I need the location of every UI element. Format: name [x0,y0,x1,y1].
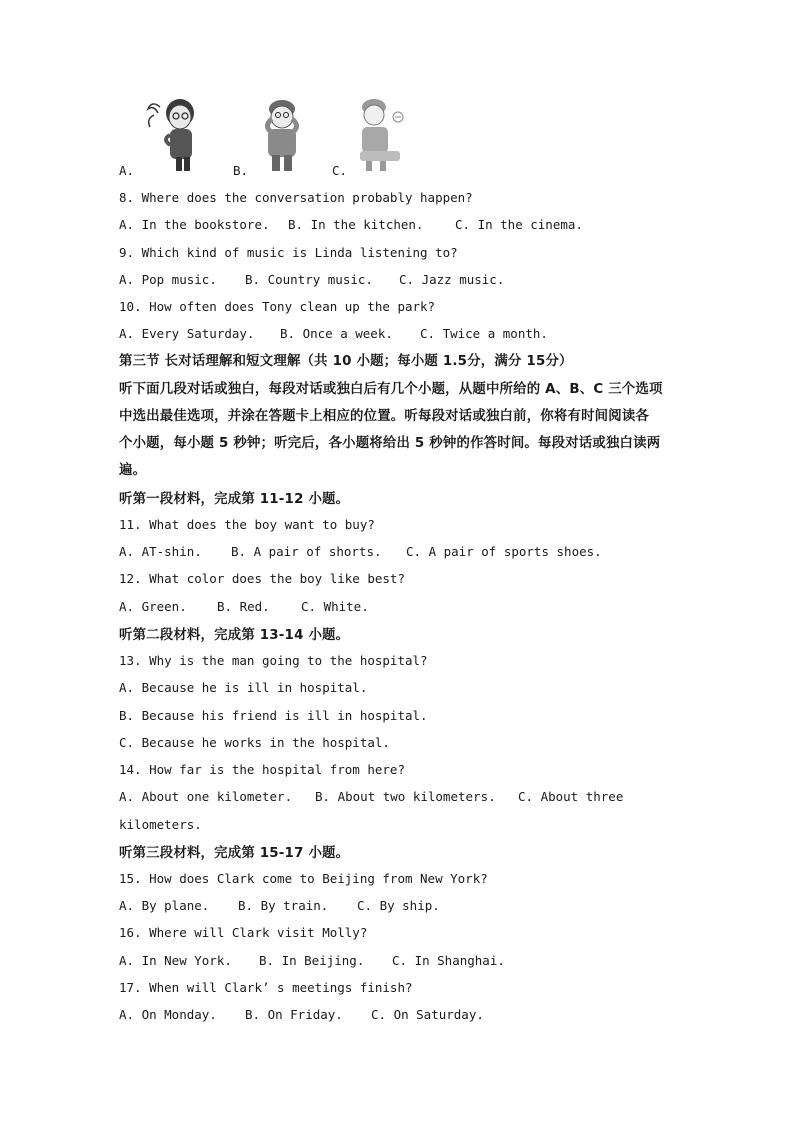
option: B. In Beijing. [259,953,365,968]
option: A. On Monday. [119,1007,217,1022]
picture-c-label: C. [332,163,348,178]
question-8-stem: 8. Where does the conversation probably happen? [119,190,473,205]
question-16-stem: 16. Where will Clark visit Molly? [119,925,368,940]
option: B. In the kitchen. [288,217,424,232]
question-13-option-c: C. Because he works in the hospital. [119,735,390,750]
part-1-heading: 听第一段材料，完成第 11-12 小题。 [119,492,350,507]
option: A. AT-shin. [119,544,202,559]
question-13-option-b: B. Because his friend is ill in hospital. [119,708,428,723]
question-13-option-a: A. Because he is ill in hospital. [119,680,368,695]
option: C. A pair of sports shoes. [406,544,602,559]
option: B. Red. [217,599,270,614]
option: B. Country music. [245,272,373,287]
option: B. On Friday. [245,1007,343,1022]
option: A. By plane. [119,898,210,913]
option: C. Twice a month. [420,326,548,341]
option: B. Once a week. [280,326,393,341]
option: C. In the cinema. [455,217,583,232]
option: A. About one kilometer. [119,789,293,804]
question-17-options [119,1007,484,1022]
option: C. Jazz music. [399,272,505,287]
option: B. A pair of shorts. [231,544,382,559]
option: C. White. [301,599,369,614]
question-9-stem: 9. Which kind of music is Linda listening to? [119,245,458,260]
option: A. Green. [119,599,187,614]
part-3-heading: 听第三段材料，完成第 15-17 小题。 [119,846,350,861]
picture-b-label: B. [233,163,249,178]
option: C. On Saturday. [371,1007,484,1022]
question-11-options [119,544,602,559]
option: A. In New York. [119,953,232,968]
option: A. Every Saturday. [119,326,255,341]
picture-a-coughing-icon [140,95,210,177]
question-8-options [119,217,583,232]
question-12-stem: 12. What color does the boy like best? [119,571,405,586]
picture-b-toothache-icon [252,95,312,179]
question-14-options [119,789,624,804]
section-instructions-line: 听下面几段对话或独白，每段对话或独白后有几个小题，从题中所给的 A、B、C 三个选项 [119,382,663,397]
question-9-options [119,272,505,287]
option: A. Pop music. [119,272,217,287]
option: C. In Shanghai. [392,953,505,968]
question-14-stem: 14. How far is the hospital from here? [119,762,405,777]
question-16-options [119,953,505,968]
section-title: 第三节 长对话理解和短文理解（共 10 小题；每小题 1.5分，满分 15分） [119,354,573,369]
option: C. By ship. [357,898,440,913]
option: A. In the bookstore. [119,217,270,232]
question-11-stem: 11. What does the boy want to buy? [119,517,375,532]
picture-a-label: A. [119,163,135,178]
option: B. About two kilometers. [315,789,496,804]
option: C. About three [518,789,624,804]
question-13-stem: 13. Why is the man going to the hospital? [119,653,428,668]
section-instructions-line: 遍。 [119,463,147,478]
section-instructions-line: 中选出最佳选项，并涂在答题卡上相应的位置。听每段对话或独白前，你将有时间阅读各 [119,409,650,424]
part-2-heading: 听第二段材料，完成第 13-14 小题。 [119,628,350,643]
question-10-options [119,326,548,341]
question-12-options [119,599,369,614]
option: B. By train. [238,898,329,913]
question-14-option-wrap: kilometers. [119,817,202,832]
question-15-options [119,898,440,913]
question-15-stem: 15. How does Clark come to Beijing from New York? [119,871,488,886]
question-17-stem: 17. When will Clark’ s meetings finish? [119,980,413,995]
question-10-stem: 10. How often does Tony clean up the park? [119,299,436,314]
section-instructions-line: 个小题，每小题 5 秒钟；听完后，各小题将给出 5 秒钟的作答时间。每段对话或独白读两 [119,436,661,451]
picture-c-fever-icon [352,95,412,179]
